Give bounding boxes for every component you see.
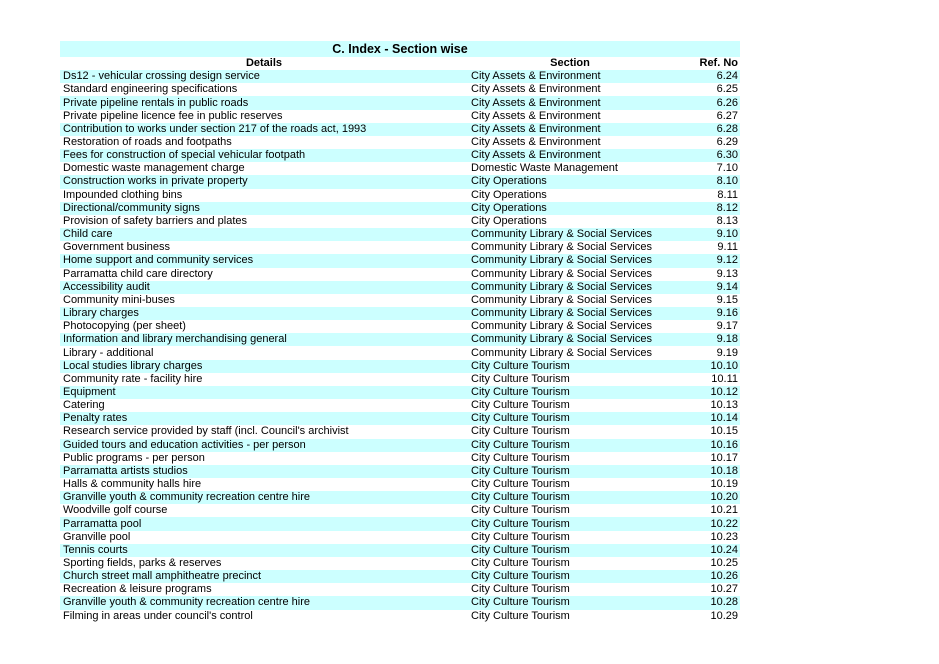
cell-section: City Culture Tourism: [468, 465, 672, 478]
table-row: [60, 320, 740, 333]
table-body: [60, 70, 740, 623]
cell-ref: 10.21: [710, 504, 738, 517]
table-row: [60, 189, 740, 202]
table-row: [60, 294, 740, 307]
table-row: [60, 478, 740, 491]
cell-details: Library - additional: [63, 346, 154, 359]
cell-details: Public programs - per person: [63, 451, 205, 464]
cell-section: City Culture Tourism: [471, 425, 570, 438]
cell-ref: 10.17: [710, 451, 738, 464]
cell-section: City Operations: [471, 214, 547, 227]
table-row: [60, 333, 740, 346]
cell-details: Halls & community halls hire: [63, 478, 202, 491]
cell-section: City Culture Tourism: [471, 399, 570, 412]
cell-ref: 9.12: [672, 254, 740, 267]
cell-section: City Assets & Environment: [468, 123, 672, 136]
cell-section: Community Library & Social Services: [468, 333, 672, 346]
column-header-section: Section: [550, 57, 590, 70]
cell-section: City Assets & Environment: [468, 149, 672, 162]
cell-details: Granville youth & community recreation centre hire: [60, 596, 468, 609]
cell-section: Domestic Waste Management: [471, 162, 618, 175]
cell-details: Provision of safety barriers and plates: [63, 214, 248, 227]
table-row: [60, 83, 740, 96]
cell-details: Home support and community services: [60, 254, 468, 267]
cell-section: City Culture Tourism: [468, 360, 672, 373]
table-row: [60, 373, 740, 386]
table-row: [60, 583, 740, 596]
cell-section: City Culture Tourism: [471, 557, 570, 570]
cell-ref: 10.26: [672, 570, 740, 583]
cell-ref: 9.18: [672, 333, 740, 346]
cell-section: City Culture Tourism: [471, 583, 570, 596]
index-table: [60, 57, 740, 623]
cell-details: Domestic waste management charge: [63, 162, 245, 175]
cell-section: Community Library & Social Services: [471, 267, 652, 280]
cell-ref: 8.10: [672, 175, 740, 188]
table-row: [60, 96, 740, 109]
cell-section: Community Library & Social Services: [468, 307, 672, 320]
table-row: [60, 531, 740, 544]
table-row: [60, 517, 740, 530]
cell-ref: 6.28: [672, 123, 740, 136]
cell-details: Photocopying (per sheet): [63, 320, 186, 333]
cell-ref: 10.28: [672, 596, 740, 609]
cell-details: Ds12 - vehicular crossing design service: [60, 70, 468, 83]
table-row: [60, 439, 740, 452]
cell-details: Impounded clothing bins: [63, 188, 183, 201]
cell-details: Private pipeline licence fee in public reserves: [63, 109, 283, 122]
cell-section: Community Library & Social Services: [471, 241, 652, 254]
table-row: [60, 557, 740, 570]
cell-ref: 9.19: [716, 346, 738, 359]
column-header-details: Details: [245, 57, 283, 70]
cell-ref: 7.10: [716, 162, 738, 175]
table-row: [60, 386, 740, 399]
cell-details: Church street mall amphitheatre precinct: [60, 570, 468, 583]
cell-ref: 9.14: [672, 281, 740, 294]
cell-details: Sporting fields, parks & reserves: [63, 557, 222, 570]
cell-ref: 8.12: [672, 202, 740, 215]
cell-details: Catering: [63, 399, 105, 412]
table-row: [60, 228, 740, 241]
cell-section: City Culture Tourism: [468, 596, 672, 609]
cell-ref: 8.11: [717, 188, 738, 201]
cell-ref: 9.10: [672, 228, 740, 241]
cell-ref: 10.29: [710, 609, 738, 622]
cell-ref: 10.23: [710, 530, 738, 543]
cell-section: City Operations: [468, 202, 672, 215]
cell-ref: 10.14: [672, 412, 740, 425]
table-row: [60, 307, 740, 320]
cell-section: City Culture Tourism: [471, 530, 570, 543]
cell-details: Equipment: [60, 386, 468, 399]
cell-ref: 6.30: [672, 149, 740, 162]
cell-details: Woodville golf course: [63, 504, 168, 517]
table-row: [60, 544, 740, 557]
cell-section: City Culture Tourism: [471, 504, 570, 517]
table-row: [60, 610, 740, 623]
table-row: [60, 123, 740, 136]
cell-details: Penalty rates: [60, 412, 468, 425]
cell-ref: 10.16: [672, 439, 740, 452]
cell-details: Construction works in private property: [60, 175, 468, 188]
cell-details: Child care: [60, 228, 468, 241]
cell-details: Library charges: [60, 307, 468, 320]
cell-ref: 10.27: [710, 583, 738, 596]
cell-ref: 8.13: [716, 214, 738, 227]
cell-section: Community Library & Social Services: [468, 281, 672, 294]
table-row: [60, 399, 740, 412]
cell-ref: 10.15: [710, 425, 738, 438]
cell-ref: 10.25: [710, 557, 738, 570]
cell-ref: 6.27: [716, 109, 738, 122]
table-row: [60, 570, 740, 583]
cell-ref: 10.24: [672, 544, 740, 557]
index-sheet: [60, 41, 740, 623]
cell-details: Private pipeline rentals in public roads: [60, 96, 468, 109]
cell-ref: 10.19: [710, 478, 738, 491]
cell-section: City Operations: [471, 188, 547, 201]
cell-details: Restoration of roads and footpaths: [63, 136, 232, 149]
cell-details: Standard engineering specifications: [63, 83, 238, 96]
cell-ref: 10.20: [672, 491, 740, 504]
cell-ref: 9.17: [716, 320, 738, 333]
cell-details: Tennis courts: [60, 544, 468, 557]
cell-section: City Assets & Environment: [471, 136, 601, 149]
cell-section: City Culture Tourism: [468, 517, 672, 530]
cell-ref: 9.16: [672, 307, 740, 320]
table-row: [60, 491, 740, 504]
cell-ref: 10.11: [711, 372, 738, 385]
cell-ref: 10.12: [672, 386, 740, 399]
cell-details: Parramatta artists studios: [60, 465, 468, 478]
cell-ref: 6.26: [672, 96, 740, 109]
table-row: [60, 425, 740, 438]
cell-section: City Culture Tourism: [468, 491, 672, 504]
cell-details: Granville youth & community recreation centre hire: [60, 491, 468, 504]
table-row: [60, 241, 740, 254]
cell-ref: 9.15: [716, 293, 738, 306]
cell-details: Community rate - facility hire: [63, 372, 203, 385]
cell-section: City Culture Tourism: [471, 451, 570, 464]
table-row: [60, 412, 740, 425]
table-row: [60, 268, 740, 281]
cell-ref: 9.11: [717, 241, 738, 254]
cell-details: Granville pool: [63, 530, 131, 543]
table-row: [60, 360, 740, 373]
cell-ref: 9.13: [716, 267, 738, 280]
page-title: C. Index - Section wise: [60, 41, 740, 57]
table-row: [60, 281, 740, 294]
cell-details: Fees for construction of special vehicular footpath: [60, 149, 468, 162]
cell-details: Recreation & leisure programs: [63, 583, 212, 596]
table-row: [60, 465, 740, 478]
cell-details: Parramatta child care directory: [63, 267, 213, 280]
cell-details: Parramatta pool: [60, 517, 468, 530]
column-header-ref: Ref. No: [699, 57, 738, 70]
table-row: [60, 70, 740, 83]
table-row: [60, 254, 740, 267]
cell-section: Community Library & Social Services: [471, 346, 652, 359]
cell-details: Filming in areas under council's control: [63, 609, 253, 622]
cell-section: Community Library & Social Services: [468, 228, 672, 241]
cell-ref: 10.10: [672, 360, 740, 373]
cell-details: Directional/community signs: [60, 202, 468, 215]
cell-details: Local studies library charges: [60, 360, 468, 373]
cell-section: City Assets & Environment: [471, 109, 601, 122]
cell-details: Community mini-buses: [63, 293, 175, 306]
cell-ref: 10.18: [672, 465, 740, 478]
table-row: [60, 175, 740, 188]
cell-ref: 10.22: [672, 517, 740, 530]
table-row: [60, 202, 740, 215]
table-row: [60, 452, 740, 465]
cell-section: City Culture Tourism: [468, 570, 672, 583]
cell-section: City Culture Tourism: [471, 478, 570, 491]
cell-ref: 6.24: [672, 70, 740, 83]
cell-section: City Culture Tourism: [468, 544, 672, 557]
cell-section: Community Library & Social Services: [471, 320, 652, 333]
cell-details: Government business: [63, 241, 170, 254]
table-row: [60, 162, 740, 175]
cell-section: City Culture Tourism: [468, 439, 672, 452]
cell-details: Accessibility audit: [60, 281, 468, 294]
cell-section: City Culture Tourism: [471, 372, 570, 385]
cell-ref: 10.13: [710, 399, 738, 412]
cell-section: City Culture Tourism: [471, 609, 570, 622]
cell-details: Research service provided by staff (incl. Council's archivist: [63, 425, 349, 438]
cell-section: Community Library & Social Services: [468, 254, 672, 267]
cell-section: City Assets & Environment: [468, 70, 672, 83]
table-row: [60, 596, 740, 609]
table-row: [60, 215, 740, 228]
table-row: [60, 149, 740, 162]
cell-details: Information and library merchandising general: [60, 333, 468, 346]
cell-section: Community Library & Social Services: [471, 293, 652, 306]
table-row: [60, 136, 740, 149]
cell-ref: 6.29: [716, 136, 738, 149]
cell-section: City Operations: [468, 175, 672, 188]
cell-details: Contribution to works under section 217 of the roads act, 1993: [60, 123, 468, 136]
table-row: [60, 110, 740, 123]
cell-details: Guided tours and education activities - per person: [60, 439, 468, 452]
cell-section: City Culture Tourism: [468, 386, 672, 399]
table-row: [60, 504, 740, 517]
table-row: [60, 346, 740, 359]
cell-section: City Assets & Environment: [471, 83, 601, 96]
cell-section: City Culture Tourism: [468, 412, 672, 425]
cell-section: City Assets & Environment: [468, 96, 672, 109]
header-row: [60, 57, 740, 70]
cell-ref: 6.25: [716, 83, 738, 96]
